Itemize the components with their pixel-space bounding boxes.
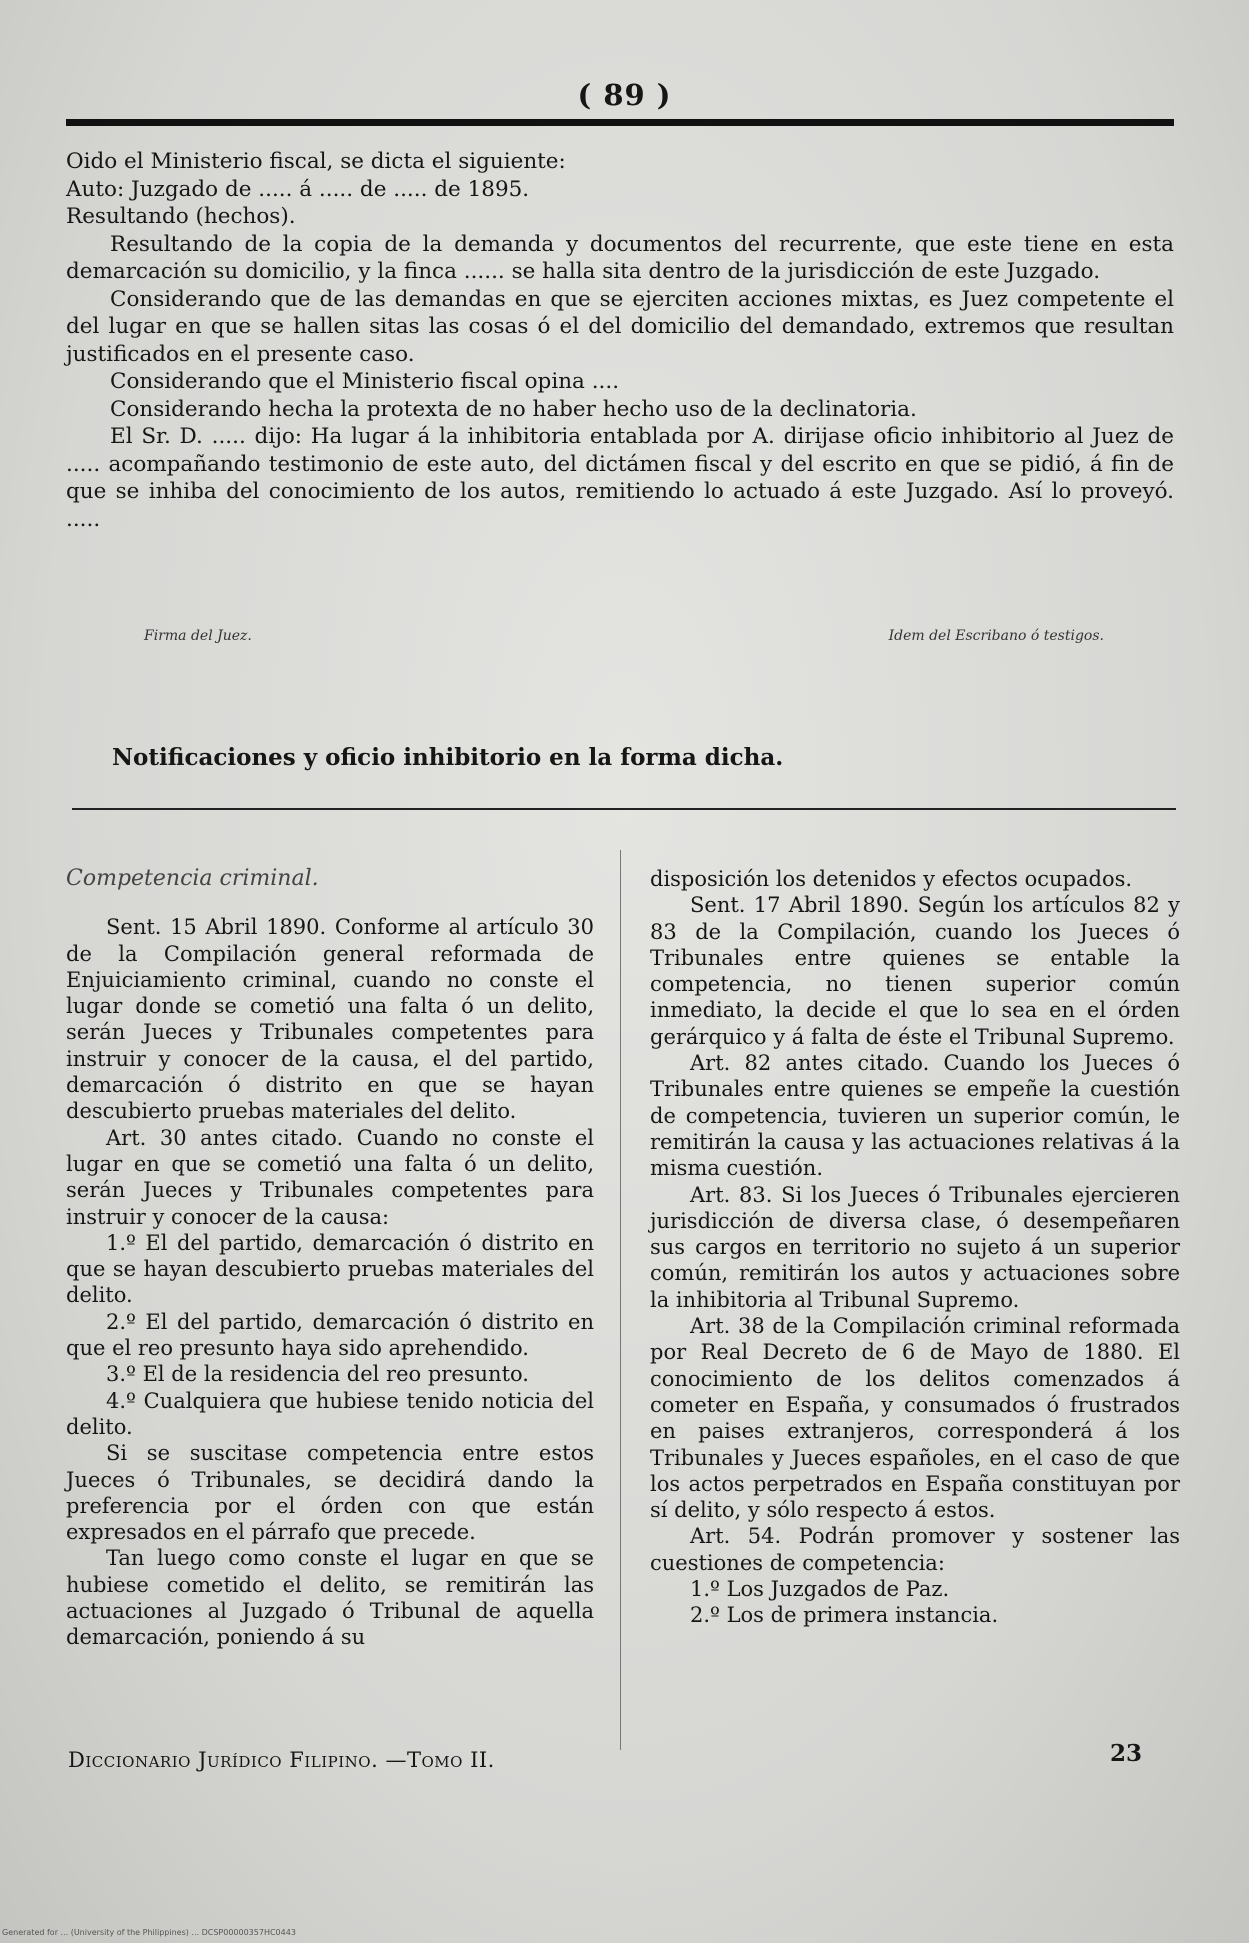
paragraph: Si se suscitase competencia entre estos Jueces ó Tribunales, se decidirá dando la preferencia por el órden con que están expresados en el párrafo que precede. — [66, 1441, 594, 1545]
page-number: ( 89 ) — [577, 78, 672, 112]
column-separator — [620, 850, 621, 1750]
auto-paragraph: Considerando hecha la protexta de no haber hecho uso de la declinatoria. — [110, 396, 917, 422]
notificaciones-line: Notificaciones y oficio inhibitorio en la forma dicha. — [112, 744, 784, 771]
auto-paragraph: Considerando que de las demandas en que se ejerciten acciones mixtas, es Juez competente el del lugar en que se hallen sitas las cosas ó el del domicilio del demandado, extremos que resultan justificados en el presente caso. — [66, 286, 1174, 367]
paragraph: Sent. 15 Abril 1890. Conforme al artículo 30 de la Compilación general reformada de Enjuiciamiento criminal, cuando no conste el lugar donde se cometió una falta ó un delito, serán Jueces y Tribunales competentes para instruir y conocer de la causa, el del partido, demarcación ó distrito en que se hayan descubierto pruebas materiales del delito. — [66, 915, 594, 1124]
auto-form — [66, 148, 1174, 533]
paragraph: 1.º Los Juzgados de Paz. — [690, 1577, 950, 1602]
right-column — [650, 866, 1180, 1629]
running-footer-title: Diccionario Jurídico Filipino. —Tomo II. — [68, 1748, 495, 1772]
signature-mark: 23 — [1110, 1740, 1143, 1767]
section-divider — [72, 808, 1176, 810]
paragraph: Art. 83. Si los Jueces ó Tribunales ejercieren jurisdicción de diversa clase, ó desempeñaren sus cargos en territorio no sujeto á un superior común, remitirán los autos y actuaciones sobre la inhibitoria al Tribunal Supremo. — [650, 1182, 1180, 1312]
auto-line: Auto: Juzgado de ..... á ..... de ..... de 1895. — [66, 176, 530, 202]
paragraph: Art. 30 antes citado. Cuando no conste el lugar en que se cometió una falta ó un delito, serán Jueces y Tribunales competentes para instruir y conocer de la causa: — [66, 1125, 594, 1229]
paragraph: disposición los detenidos y efectos ocupados. — [650, 867, 1133, 891]
scan-imprint: Generated for ... (University of the Philippines) ... DCSP00000357HC0443 — [2, 1928, 296, 1937]
paragraph: Art. 82 antes citado. Cuando los Jueces ó Tribunales entre quienes se empeñe la cuestión de competencia, tuvieren un superior común, le remitirán la causa y las actuaciones relativas á la misma cuestión. — [650, 1051, 1180, 1181]
paragraph: 3.º El de la residencia del reo presunto. — [106, 1362, 529, 1387]
clerk-signature-label: Idem del Escribano ó testigos. — [888, 628, 1104, 644]
auto-line: Oido el Ministerio fiscal, se dicta el siguiente: — [66, 149, 566, 174]
auto-line: Resultando (hechos). — [66, 204, 296, 229]
paragraph: 2.º El del partido, demarcación ó distrito en que el reo presunto haya sido aprehendido. — [66, 1309, 594, 1361]
judge-signature-label: Firma del Juez. — [144, 628, 252, 644]
paragraph: Art. 38 de la Compilación criminal reformada por Real Decreto de 6 de Mayo de 1880. El conocimiento de los delitos comenzados á cometer en España, y consumados ó frustrados en paises extranjeros, corresponderá á los Tribunales y Jueces españoles, en el caso de que los actos perpetrados en España constituyan por sí delito, y sólo respecto á estos. — [650, 1314, 1180, 1523]
signature-lines — [144, 628, 1104, 644]
auto-paragraph: Considerando que el Ministerio fiscal opina .... — [110, 369, 620, 394]
paragraph: 1.º El del partido, demarcación ó distrito en que se hayan descubierto pruebas materiales del delito. — [66, 1230, 594, 1308]
paragraph: Tan luego como conste el lugar en que se hubiese cometido el delito, se remitirán las actuaciones al Juzgado ó Tribunal de aquella demarcación, poniendo á su — [66, 1546, 594, 1650]
auto-paragraph: El Sr. D. ..... dijo: Ha lugar á la inhibitoria entablada por A. dirijase oficio inhibitorio al Juez de ..... acompañando testimonio de este auto, del dictámen fiscal y del escrito en que se pidió, á fin de que se inhiba del conocimiento de los autos, remitiendo lo actuado á este Juzgado. Así lo proveyó. ..... — [66, 424, 1174, 532]
paragraph: 2.º Los de primera instancia. — [690, 1603, 999, 1628]
auto-paragraph: Resultando de la copia de la demanda y documentos del recurrente, que este tiene en esta demarcación su domicilio, y la finca ...... se halla sita dentro de la jurisdicción de este Juzgado. — [66, 231, 1174, 284]
paragraph: Art. 54. Podrán promover y sostener las cuestiones de competencia: — [650, 1524, 1180, 1575]
header-rule — [66, 119, 1174, 126]
paragraph: Sent. 17 Abril 1890. Según los artículos 82 y 83 de la Compilación, cuando los Jueces ó Tribunales entre quienes se entable la competencia, no tienen superior común inmediato, la decide el que lo sea en el órden gerárquico y á falta de éste el Tribunal Supremo. — [650, 893, 1180, 1049]
paragraph: 4.º Cualquiera que hubiese tenido noticia del delito. — [66, 1388, 594, 1439]
left-column — [66, 866, 594, 1651]
section-title: Competencia criminal. — [66, 866, 319, 891]
